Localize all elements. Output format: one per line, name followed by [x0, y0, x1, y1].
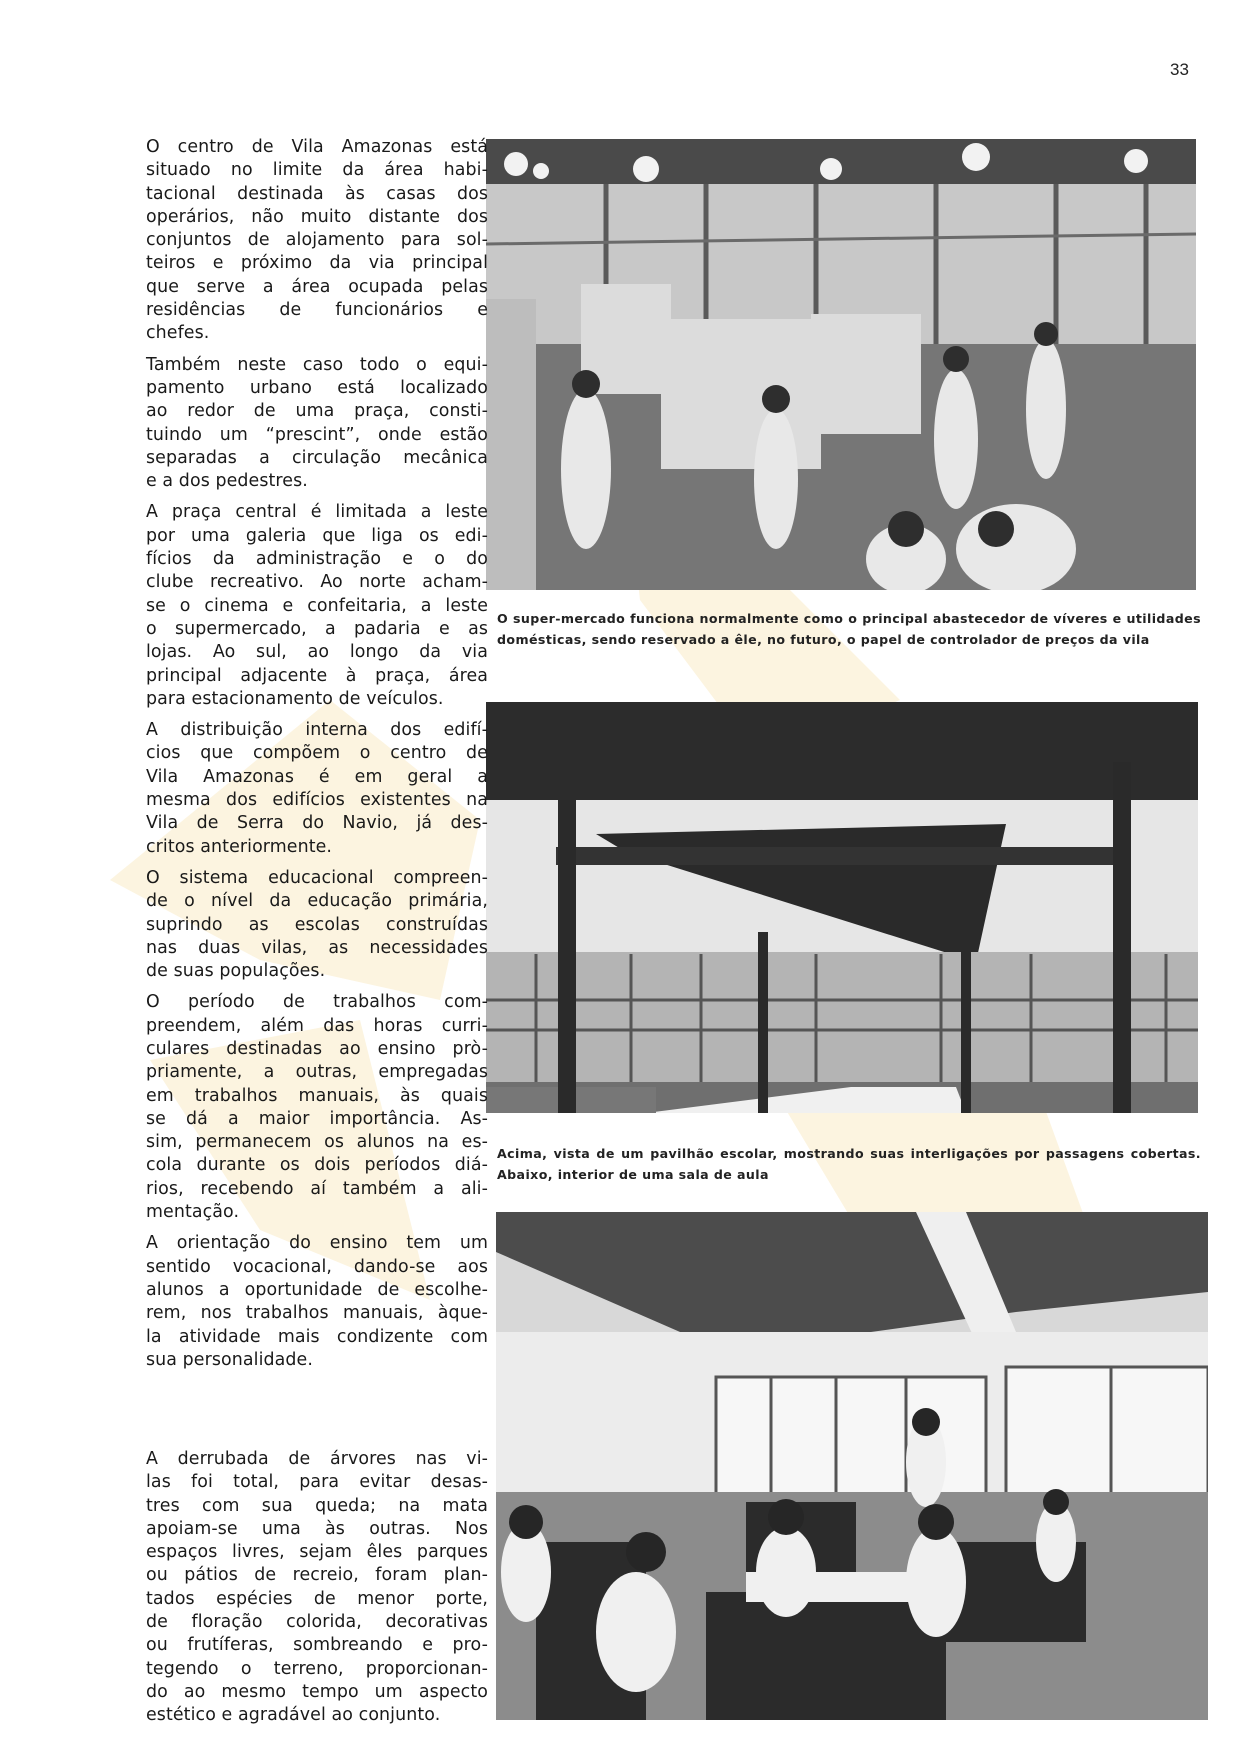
text-line: sentido vocacional, dando-se aos: [146, 1256, 488, 1277]
paragraph-building-distribution: [146, 719, 488, 859]
text-line: tuindo um “prescint”, onde estão: [146, 424, 488, 445]
text-line: tegendo o terreno, proporcionan-: [146, 1658, 488, 1679]
paragraph-education-system: [146, 867, 488, 983]
classroom-illustration: [496, 1212, 1208, 1720]
text-line: A distribuição interna dos edifí-: [146, 720, 488, 741]
text-line: sim, permanecem os alunos na es-: [146, 1132, 488, 1153]
text-line: para estacionamento de veículos.: [146, 688, 444, 709]
text-line: O centro de Vila Amazonas está: [146, 137, 488, 157]
text-line: conjuntos de alojamento para sol-: [146, 230, 488, 251]
text-line: ao redor de uma praça, consti-: [146, 401, 488, 422]
text-line: residências de funcionários e: [146, 300, 488, 321]
text-line: preendem, além das horas curri-: [146, 1015, 488, 1036]
text-line: pamento urbano está localizado: [146, 377, 488, 398]
paragraph-tree-clearing: [146, 1448, 488, 1728]
text-line: por uma galeria que liga os edi-: [146, 525, 488, 546]
text-line: sua personalidade.: [146, 1349, 313, 1370]
text-line: separadas a circulação mecânica: [146, 447, 488, 468]
paragraph-vila-amazonas-center: [146, 136, 488, 346]
text-line: la atividade mais condizente com: [146, 1326, 488, 1347]
text-line: estético e agradável ao conjunto.: [146, 1705, 441, 1726]
text-line: o supermercado, a padaria e as: [146, 618, 488, 639]
text-line: tres com sua queda; na mata: [146, 1495, 488, 1516]
text-line: rem, nos trabalhos manuais, àque-: [146, 1303, 488, 1324]
text-line: las foi total, para evitar desas-: [146, 1472, 488, 1493]
text-line: cios que compõem o centro de: [146, 743, 488, 764]
text-line: O período de trabalhos com-: [146, 992, 488, 1013]
text-line: de o nível da educação primária,: [146, 891, 488, 912]
text-line: que serve a área ocupada pelas: [146, 276, 488, 297]
caption-line: Acima, vista de um pavilhão escolar, mostrando suas interligações por passagens cobertas.: [497, 1146, 1201, 1161]
text-line: tados espécies de menor porte,: [146, 1588, 488, 1609]
text-line: situado no limite da área habi-: [146, 160, 488, 181]
text-line: priamente, a outras, empregadas: [146, 1062, 488, 1083]
caption-supermarket: [497, 608, 1201, 650]
text-line: espaços livres, sejam êles parques: [146, 1542, 488, 1563]
paragraph-vocational-orientation: [146, 1232, 488, 1372]
text-line: se dá a maior importância. As-: [146, 1108, 488, 1129]
paragraph-urban-equipment: [146, 354, 488, 494]
text-line: ou pátios de recreio, foram plan-: [146, 1565, 488, 1586]
text-line: apoiam-se uma às outras. Nos: [146, 1518, 488, 1539]
text-line: lojas. Ao sul, ao longo da via: [146, 642, 488, 663]
text-line: alunos a oportunidade de escolhe-: [146, 1279, 488, 1300]
text-line: em trabalhos manuais, às quais: [146, 1085, 488, 1106]
trees-section: [146, 1448, 488, 1736]
caption-line: domésticas, sendo reservado a êle, no futuro, o papel de controlador de preços da vila: [497, 632, 1150, 647]
pavilion-illustration: [486, 702, 1198, 1113]
text-line: mesma dos edifícios existentes na: [146, 790, 488, 811]
text-line: A praça central é limitada a leste: [146, 502, 488, 523]
text-line: se o cinema e confeitaria, a leste: [146, 595, 488, 616]
text-line: do ao mesmo tempo um aspecto: [146, 1681, 488, 1702]
text-line: suprindo as escolas construídas: [146, 914, 488, 935]
supermarket-illustration: [486, 139, 1196, 590]
text-line: chefes.: [146, 323, 210, 344]
caption-line: Abaixo, interior de uma sala de aula: [497, 1167, 769, 1182]
photo-school-pavilion: [486, 702, 1198, 1113]
text-line: clube recreativo. Ao norte acham-: [146, 572, 488, 593]
text-line: culares destinadas ao ensino prò-: [146, 1038, 488, 1059]
photo-classroom: [496, 1212, 1208, 1720]
text-line: de floração colorida, decorativas: [146, 1612, 488, 1633]
text-line: ou frutíferas, sombreando e pro-: [146, 1635, 488, 1656]
text-line: operários, não muito distante dos: [146, 206, 488, 227]
photo-supermarket: [486, 139, 1196, 590]
page-number: 33: [1170, 60, 1189, 79]
text-line: A orientação do ensino tem um: [146, 1233, 488, 1254]
text-line: Também neste caso todo o equi-: [146, 354, 488, 375]
text-line: mentação.: [146, 1202, 240, 1223]
text-line: fícios da administração e o do: [146, 549, 488, 570]
text-line: critos anteriormente.: [146, 836, 333, 857]
text-line: nas duas vilas, as necessidades: [146, 937, 488, 958]
text-line: principal adjacente à praça, área: [146, 665, 488, 686]
paragraph-work-period: [146, 991, 488, 1224]
text-line: A derrubada de árvores nas vi-: [146, 1449, 488, 1469]
text-line: Vila Amazonas é em geral a: [146, 766, 488, 787]
text-line: de suas populações.: [146, 961, 326, 982]
article-body: [146, 136, 488, 1380]
text-line: O sistema educacional compreen-: [146, 867, 488, 888]
text-line: Vila de Serra do Navio, já des-: [146, 813, 488, 834]
text-line: teiros e próximo da via principal: [146, 253, 488, 274]
text-line: e a dos pedestres.: [146, 471, 308, 492]
text-line: tacional destinada às casas dos: [146, 183, 488, 204]
text-line: rios, recebendo aí também a ali-: [146, 1178, 488, 1199]
paragraph-central-square: [146, 501, 488, 711]
caption-pavilion-classroom: [497, 1143, 1201, 1185]
text-line: cola durante os dois períodos diá-: [146, 1155, 488, 1176]
caption-line: O super-mercado funciona normalmente como o principal abastecedor de víveres e utilidades: [497, 611, 1201, 626]
